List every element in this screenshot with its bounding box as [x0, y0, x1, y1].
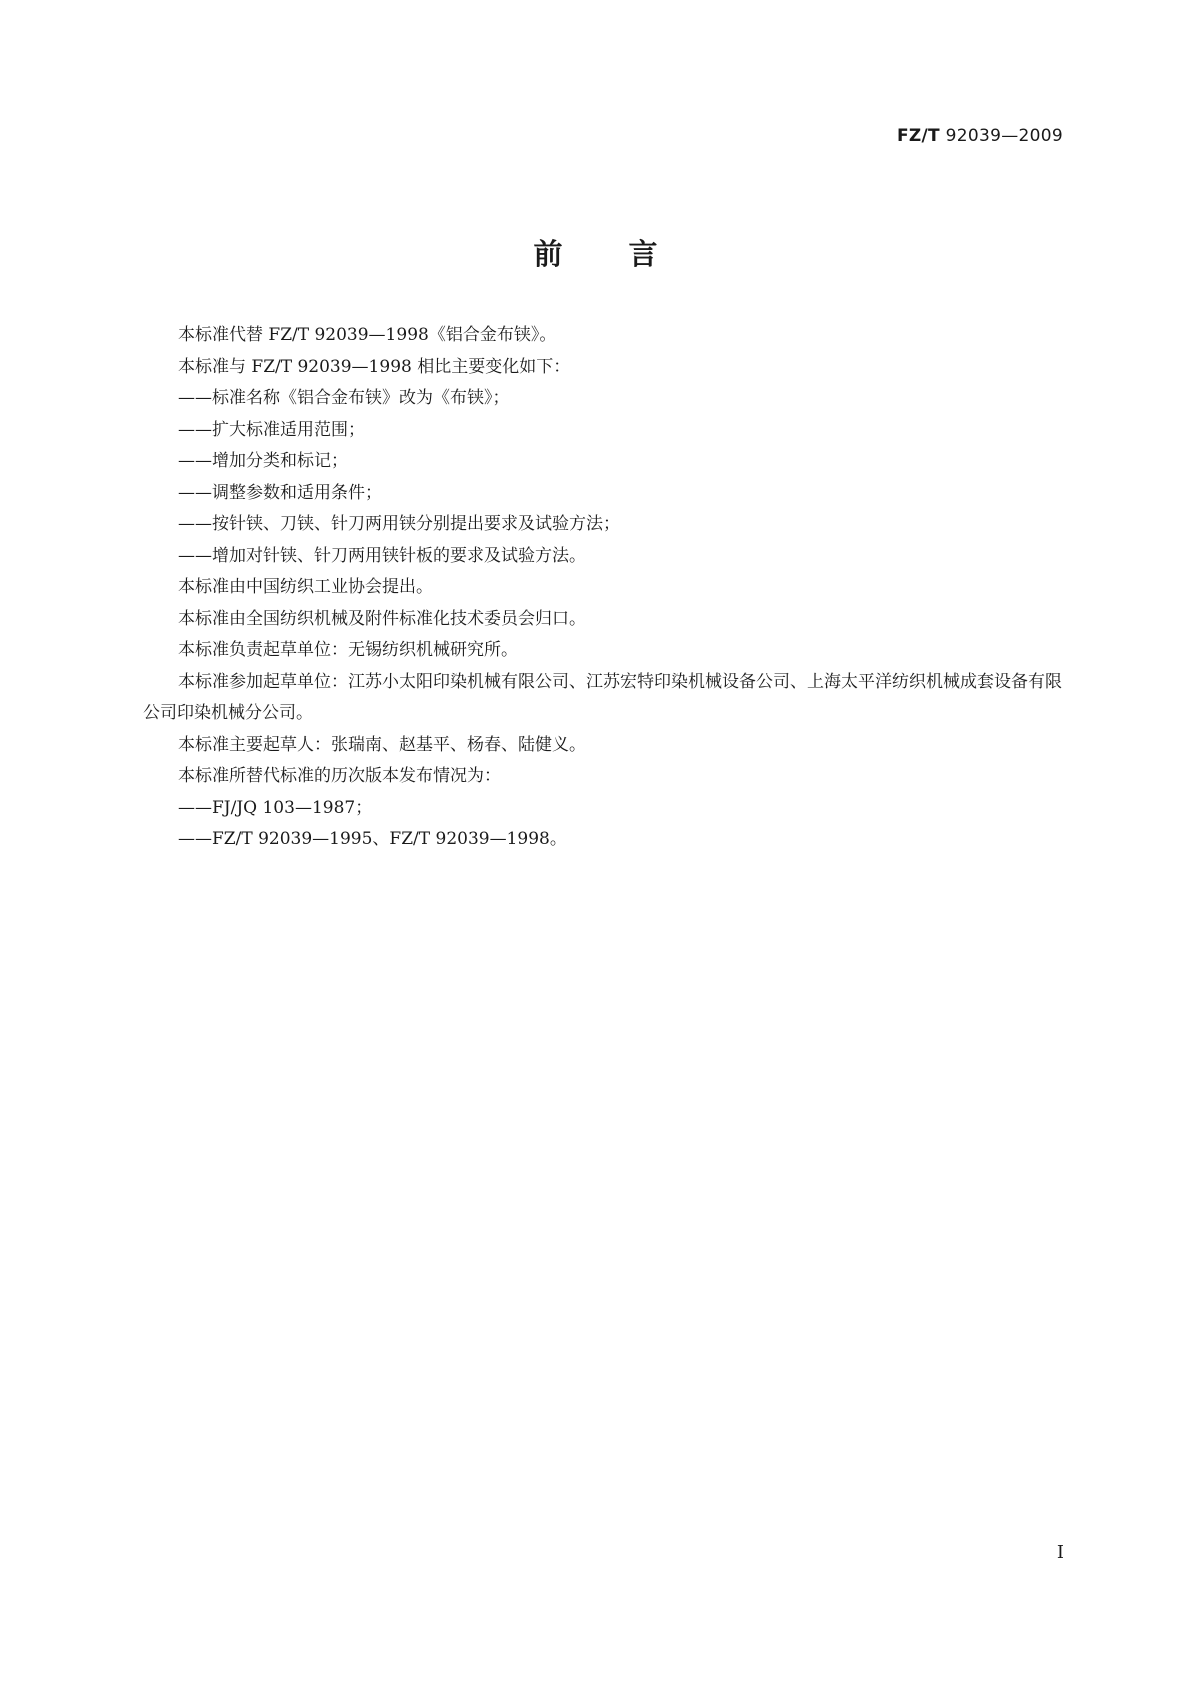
paragraph: 本标准主要起草人：张瑞南、赵基平、杨春、陆健义。	[178, 734, 586, 755]
list-item: ——扩大标准适用范围；	[178, 419, 365, 440]
paragraph: 本标准代替 FZ/T 92039—1998《铝合金布铗》。	[178, 325, 557, 345]
list-item: ——标准名称《铝合金布铗》改为《布铗》；	[178, 388, 510, 408]
list-item: ——增加分类和标记；	[178, 451, 348, 471]
paragraph: 本标准参加起草单位：江苏小太阳印染机械有限公司、江苏宏特印染机械设备公司、上海太平洋纺织机械成套设备有限公司印染机械分公司。	[143, 671, 1062, 723]
foreword-body	[143, 320, 1063, 856]
paragraph: 本标准所替代标准的历次版本发布情况为：	[178, 766, 501, 786]
standard-code-number: 92039—2009	[939, 126, 1063, 146]
list-item: ——按针铗、刀铗、针刀两用铗分别提出要求及试验方法；	[178, 514, 620, 534]
page-number: I	[1056, 1542, 1064, 1563]
list-item: ——FZ/T 92039—1995、FZ/T 92039—1998。	[178, 829, 567, 849]
paragraph: 本标准负责起草单位：无锡纺织机械研究所。	[178, 640, 518, 660]
list-item: ——调整参数和适用条件；	[178, 482, 382, 503]
list-item: ——增加对针铗、针刀两用铗针板的要求及试验方法。	[178, 545, 586, 566]
list-item: ——FJ/JQ 103—1987；	[178, 797, 373, 818]
standard-code-prefix: FZ/T	[896, 126, 940, 146]
standard-code	[897, 126, 1063, 146]
paragraph: 本标准由中国纺织工业协会提出。	[178, 577, 433, 597]
page-title: 前言	[533, 237, 724, 271]
paragraph: 本标准与 FZ/T 92039—1998 相比主要变化如下：	[178, 356, 571, 377]
paragraph: 本标准由全国纺织机械及附件标准化技术委员会归口。	[178, 608, 586, 629]
